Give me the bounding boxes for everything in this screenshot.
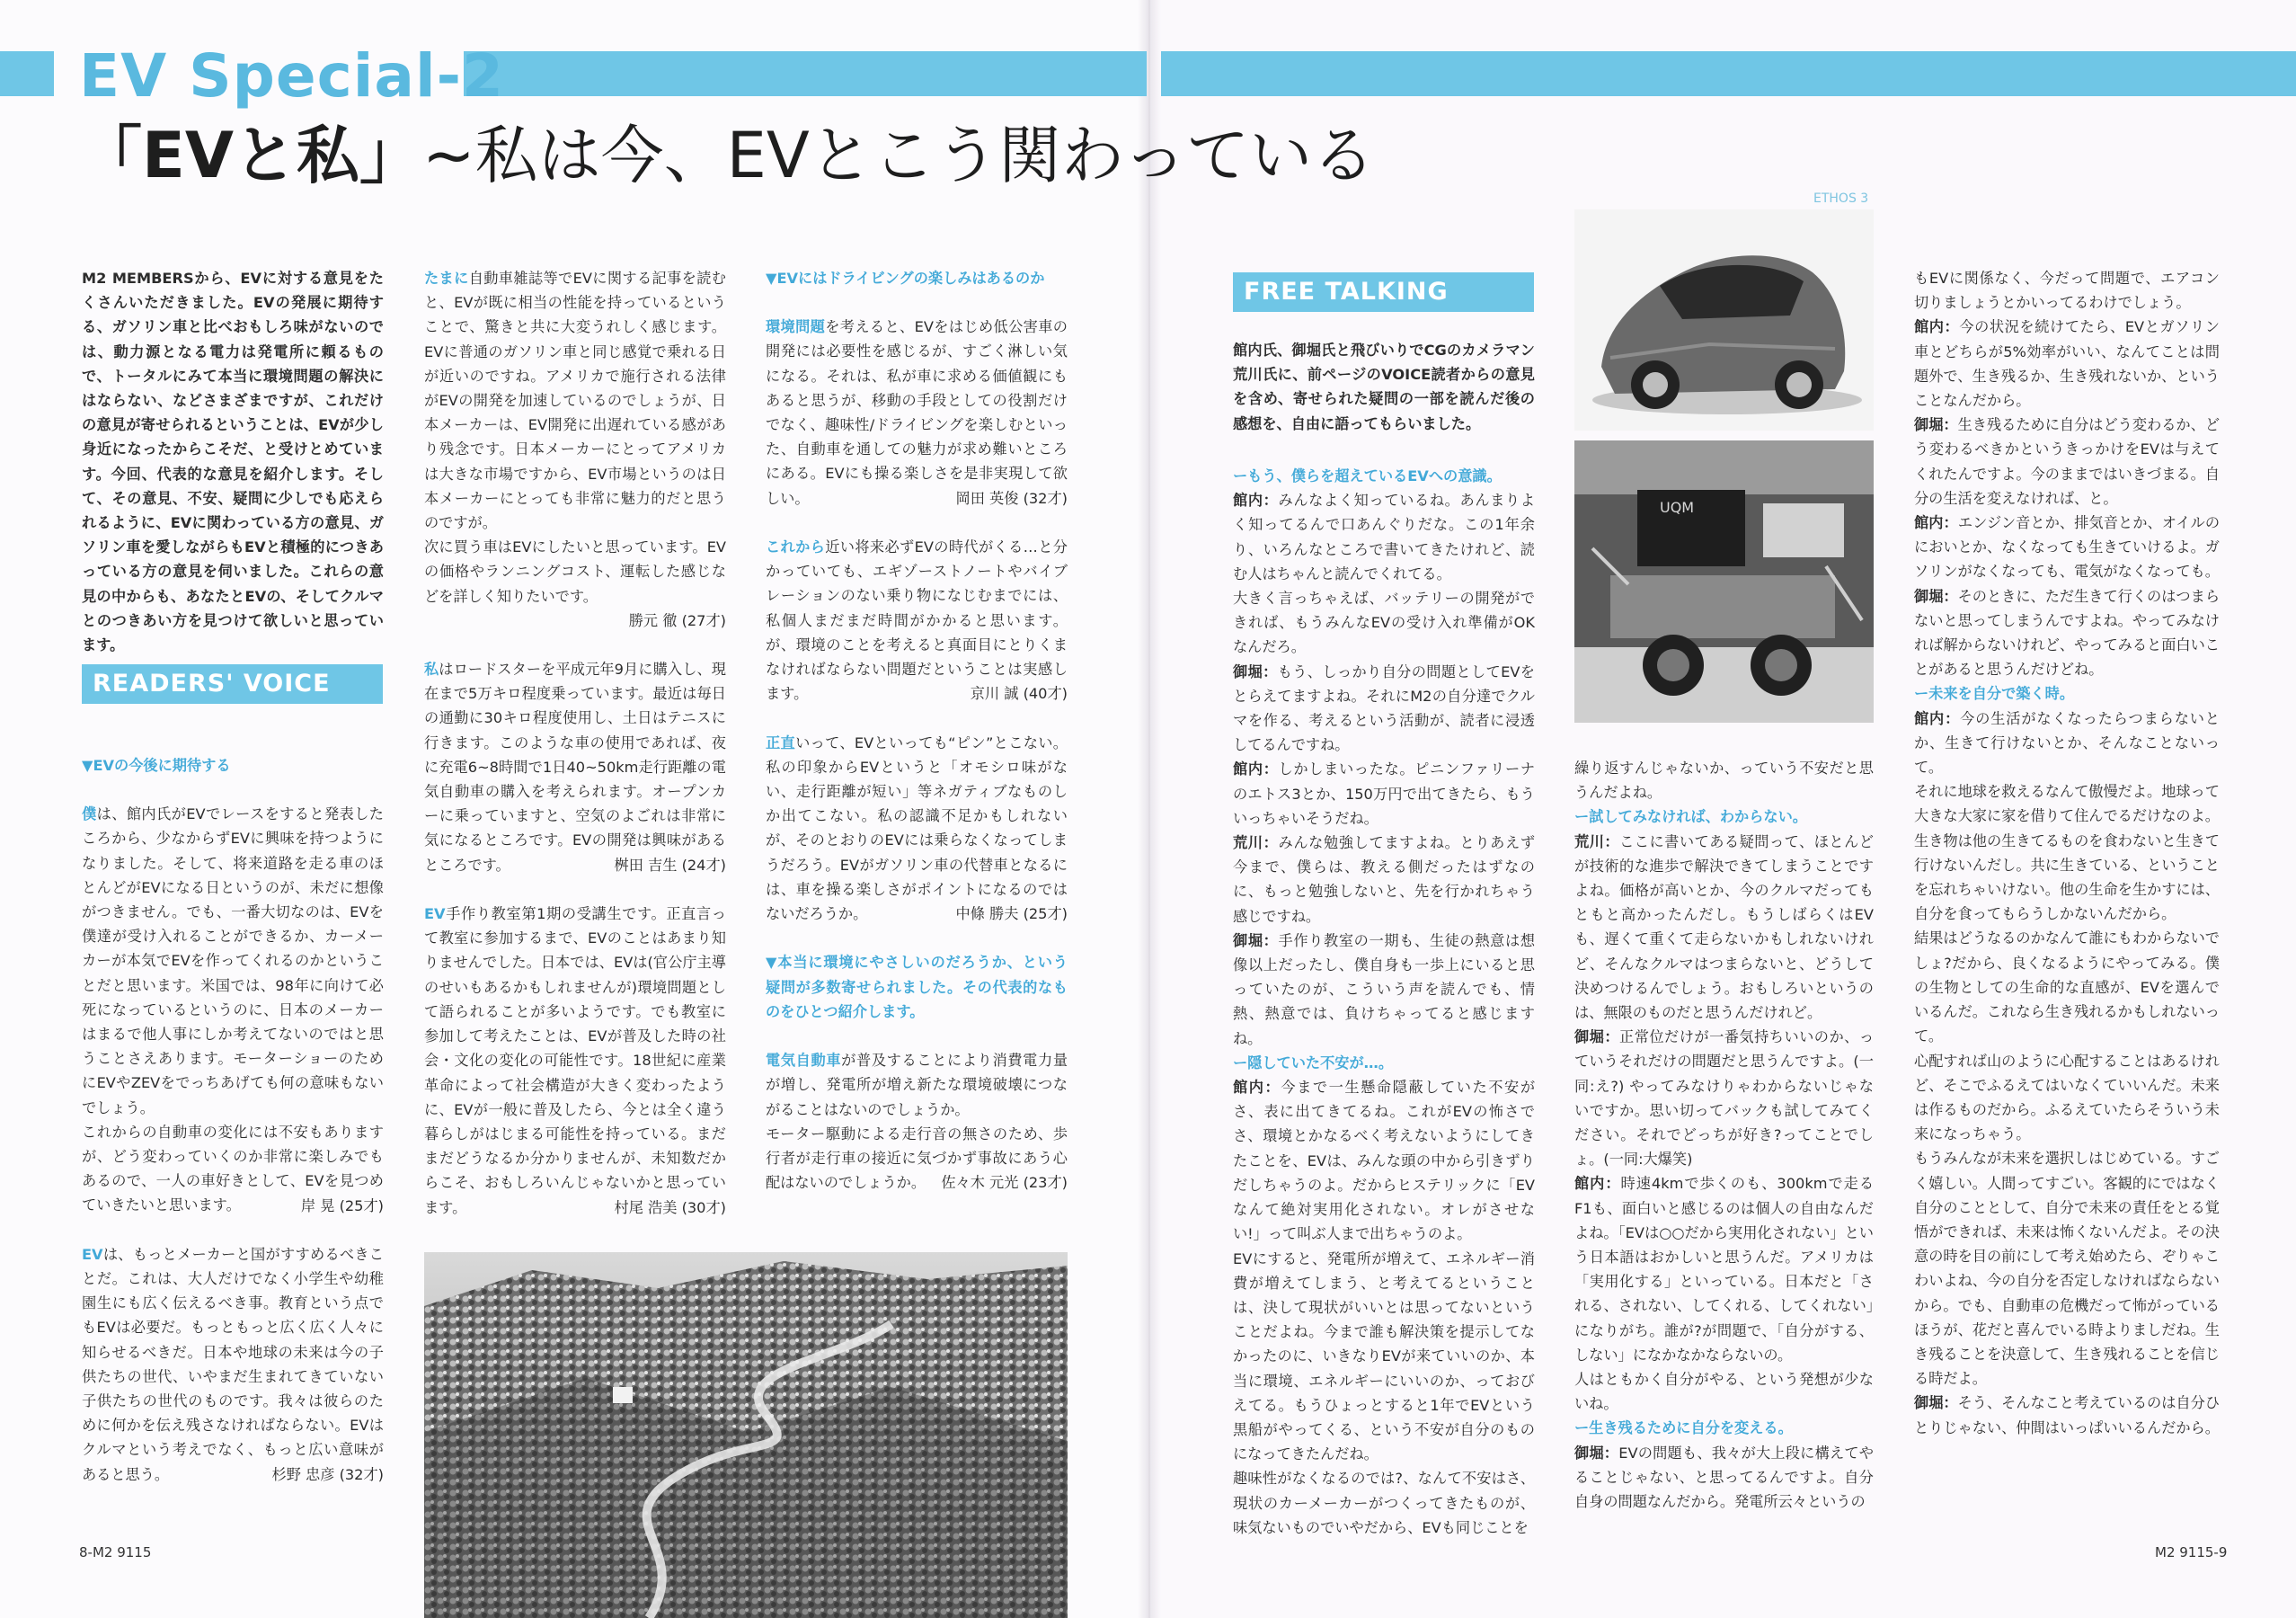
col1-letter-1b: これからの自動車の変化には不安もありますが、どう変わっていくのか非常に楽しみでもあるので、一人の車好きとして、EVを見つめていきたいと思います。	[82, 1123, 384, 1214]
speaker-name: 館内：	[1914, 514, 1958, 532]
talk-text: 心配すれば山のように心配することはあるけれど、そこでふるえてはいなくていいんだ。未来は作るものだから。ふるえていたらそういう未来になっちゃう。	[1914, 1052, 2220, 1143]
talk-paragraph	[1233, 1466, 1535, 1540]
headline-rest: ~私は今、EVとこう関わっている	[422, 119, 1376, 192]
col1-signature-1: 岸 晃 (25才)	[300, 1196, 384, 1214]
talk-paragraph	[1233, 929, 1535, 1051]
talk-text: EVの問題も、我々が大上段に構えてやることじゃない、と思ってるんですよ。自分自身の問題なんだから。発電所云々というの	[1574, 1444, 1874, 1511]
talk-text: 結果はどうなるのかなんて誰にもわからないでしょ?だから、良くなるようにやってみる。僕の生物としての生命的な直感が、EVを選んでいるんだ。これなら生き残れるかもしれないって。	[1914, 929, 2220, 1045]
talk-text: 今まで一生懸命隠蔽していた不安がさ、表に出てきてるね。これがEVの怖さでさ、環境とかなるべく考えないようにしてきたことを、EVは、みんな頭の中から引きずりだしちゃうのよ。だからヒステリックに「EVなんて絶対実用化されない。オレがさせない!」って叫ぶ人まで出ちゃうのよ。	[1233, 1079, 1536, 1243]
talk-text: もEVに関係なく、今だって問題で、エアコン切りましょうとかいってるわけでしょう。	[1914, 270, 2220, 312]
topic-heading: ーもう、僕らを超えているEVへの意識。	[1233, 467, 1502, 485]
talk-text: もうみんなが未来を選択しはじめている。すごく嬉しい。人間ってすごい。客観的にではなく自分のこととして、自分で未来の責任をとる覚悟ができれば、未来は怖くないんだよ。その決意の時を目の前にして考え始めたら、ぞりゃこわいよね、今の自分を否定しなければならないから。でも、自動車の危機だって怖がっているほうが、花だと喜んでいる時よりましだね。生き残ることを決意して、生き残れることを信じる時だよ。	[1914, 1150, 2220, 1388]
talk-paragraph	[1574, 830, 1874, 1026]
left-column-1	[82, 266, 384, 657]
talk-text: 今の状況を続けてたら、EVとガソリン車とどちらが5%効率がいい、なんてことは問題外で、生き残るか、生き残れないか、ということなんだから。	[1914, 318, 2220, 410]
photo-caption: ETHOS 3	[1813, 191, 1869, 206]
col2-signature-2: 桝田 吉生 (24才)	[614, 856, 726, 874]
header-band-left	[0, 51, 54, 96]
headline	[79, 115, 1375, 196]
talk-paragraph	[1574, 1441, 1874, 1515]
talk-text: みんな勉強してますよね。とりあえず今まで、僕らは、教える側だったはずなのに、もっと勉強しないと、先を行かれちゃう感じですね。	[1233, 834, 1536, 925]
speaker-name: 御堀：	[1233, 662, 1278, 680]
talk-text: しかしまいったな。ピニンファリーナのエトス3とか、150万円で出てきたら、もういっちゃいそうだね。	[1233, 760, 1535, 827]
topic-heading: ー隠していた不安が…。	[1233, 1053, 1394, 1071]
speaker-name: 荒川：	[1574, 832, 1620, 850]
talk-text: 趣味性がなくなるのでは?、なんて不安はさ、現状のカーメーカーがつくってきたものが、味気ないものでいやだから、EVも同じことを	[1233, 1470, 1535, 1536]
talk-text: そう、そんなこと考えているのは自分ひとりじゃない、仲間はいっぱいいるんだから。	[1914, 1394, 2221, 1436]
col2-letter-3: EV手作り教室第1期の受講生です。正直言って教室に参加するまで、EVのことはあまり知りませんでした。日本では、EVは(官公庁主導のせいもあるかもしれませんが)環境問題として語られることが多いようです。でも教室に参加して考えたことは、EVが普及した時の社会・文化の変化の可能性です。18世紀に産業革命によって社会構造が大きく変わったように、EVが一般に普及したら、今とは全く違う暮らしがはじまる可能性を持っている。まだまだどうなるか分かりませんが、未知数だからこそ、おもしろいんじゃないかと思っています。	[424, 905, 726, 1216]
free-talking-label: FREE TALKING	[1233, 272, 1534, 312]
header-band-right	[1161, 51, 2296, 96]
talk-paragraph	[1914, 1146, 2220, 1391]
car-image	[1574, 209, 1874, 431]
voice-column-3	[766, 266, 1068, 1196]
speaker-name: 館内：	[1914, 709, 1961, 727]
voice-column-1	[82, 753, 384, 1487]
talk-paragraph	[1233, 586, 1535, 660]
talk-text: 今の生活がなくなったらつまらないとか、生きて行けないとか、そんなことないって。	[1914, 709, 2220, 777]
speaker-name: 御堀：	[1574, 1028, 1620, 1046]
col3-letter-3: 正直いって、EVといっても“ピン”とこない。私の印象からEVというと「オモシロ味がない、走行距離が短い」等ネガティブなものしか出てこない。私の認識不足かもしれないが、そのとおりのEVには乗らなくなってしまうだろう。EVがガソリン車の代替車となるには、車を操る楽しさがポイントになるのではないだろうか。	[766, 733, 1068, 923]
talk-paragraph	[1233, 1075, 1535, 1246]
col3-letter-2: これから近い将来必ずEVの時代がくる…と分かっていても、エギゾーストノートやバイブレーションのない乗り物になじむまでには、私個人まだまだ時間がかかると思います。が、環境のことを考えると真面目にとりくまなければならない問題だということは実感します。	[766, 538, 1068, 703]
talk-paragraph	[1914, 266, 2220, 315]
talk-text: エンジン音とか、排気音とか、オイルのにおいとか、なくなっても生きていけるよ。ガソリンがなくなっても、電気がなくなっても。	[1914, 514, 2221, 581]
speaker-name: 御堀：	[1574, 1444, 1619, 1462]
motor-image	[1574, 440, 1874, 723]
col3-signature-2: 京川 誠 (40才)	[970, 685, 1068, 703]
talk-paragraph	[1574, 756, 1874, 805]
topic-heading: ー生き残るために自分を変える。	[1574, 1419, 1793, 1437]
col3-letter-4: 電気自動車が普及することにより消費電力量が増し、発電所が増え新たな環境破壊につながることはないのでしょうか。	[766, 1052, 1068, 1118]
talk-column-3	[1914, 266, 2220, 1440]
talk-paragraph	[1914, 707, 2220, 780]
col3-letter-4b: モーター駆動による走行音の無さのため、歩行者が走行車の接近に気づかず事故にあう心配はないのでしょうか。	[766, 1125, 1068, 1192]
speaker-name: 荒川：	[1233, 834, 1279, 852]
topic-heading: ー未来を自分で築く時。	[1914, 685, 2075, 703]
left-intro: M2 MEMBERSから、EVに対する意見をたくさんいただきました。EVの発展に期待する、ガソリン車と比べおもしろ味がないのでは、動力源となる電力は発電所に頼るもので、トータルにみて本当に環境問題の解決にはならない、などさまざまですが、これだけの意見が寄せられるということは、EVが少し身近になったからこそだ、と受けとめています。今回、代表的な意見を紹介します。そして、その意見、不安、疑問に少しでも応えられるように、EVに関わっている方の意見、ガソリン車を愛しながらもEVと積極的につきあっている方の意見を伺いました。これらの意見の中からも、あなたとEVの、そしてクルマとのつきあい方を見つけて欲しいと思っています。	[82, 270, 384, 654]
talk-paragraph	[1233, 1247, 1535, 1467]
talk-text: 生き残るために自分はどう変わるか、どう変わるべきかというきっかけをEVは与えてくれたんですよ。今のままではいきづまる。自分の生活を変えなければ、と。	[1914, 416, 2221, 507]
talk-text: 大きく言っちゃえば、バッテリーの開発ができれば、もうみんなEVの受け入れ準備がOKなんだろ。	[1233, 590, 1535, 656]
talk-paragraph	[1574, 1025, 1874, 1171]
talk-paragraph	[1233, 831, 1535, 929]
speaker-name: 館内：	[1233, 760, 1279, 778]
talk-text: もう、しっかり自分の問題としてEVをとらえてますよね。それにM2の自分達でクルマを作る、考えるという活動が、読者に浸透してるんですね。	[1233, 662, 1535, 754]
speaker-name: 御堀：	[1233, 931, 1279, 949]
page-number-right: M2 9115-9	[2155, 1544, 2228, 1560]
talk-text: EVにすると、発電所が増えて、エネルギー消費が増えてしまう、と考えてるということは、決して現状がいいとは思ってないということだよね。今まで誰も解決策を提示してなかったのに、いきなりEVが来ていいのか、本当に環境、エネルギーにいいのか、っておびえてる。もうひょっとすると1年でEVという黒船がやってくる、という不安が自分のものになってきたんだね。	[1233, 1249, 1535, 1463]
talk-paragraph	[1233, 660, 1535, 758]
mountain-road-photo	[424, 1252, 1068, 1618]
mountain-road-image	[424, 1252, 1068, 1618]
col3-signature-4: 佐々木 元光 (23才)	[941, 1174, 1068, 1192]
topic-heading: ー試してみなければ、わからない。	[1574, 808, 1807, 826]
col3-signature-3: 中條 勝夫 (25才)	[955, 905, 1068, 923]
talk-paragraph	[1914, 413, 2220, 511]
gutter	[1138, 0, 1161, 1618]
talk-text: そのときに、ただ生きて行くのはつまらないと思ってしまうんですよね。やってみなければ解からないけれど、やってみると面白いことがあると思うんだけどね。	[1914, 587, 2221, 679]
speaker-name: 館内：	[1914, 318, 1960, 336]
talk-paragraph	[1914, 926, 2220, 1048]
col1-signature-2: 杉野 忠彦 (32才)	[271, 1465, 384, 1483]
col1-letter-2: EVは、もっとメーカーと国がすすめるべきことだ。これは、大人だけでなく小学生や幼稚園生にも広く伝えるべき事。教育という点でもEVは必要だ。もっともっと広く広く人々に知らせるべきだ。日本や地球の未来は今の子供たちの世代、いやまだ生まれてきていない子供たちの世代のものです。我々は彼らのために何かを伝え残さなければならない。EVはクルマという考えでなく、もっと広い意味があると思う。	[82, 1245, 384, 1483]
ethos-car-photo	[1574, 209, 1874, 431]
talk-paragraph	[1914, 584, 2220, 682]
talk-paragraph	[1914, 315, 2220, 413]
readers-voice-label: READERS' VOICE	[82, 664, 383, 704]
talk-text: ここに書いてある疑問って、ほとんどが技術的な進歩で解決できてしまうことですよね。価格が高いとか、今のクルマだってもともと高かったんだし。もうしばらくはEVも、遅くて重くて走らないかもしれないけれど、そんなクルマはつまらないと、どうして決めつけるんでしょう。おもしろいというのは、無限のものだと思うんだけれど。	[1574, 832, 1874, 1022]
talk-text: それに地球を救えるなんて傲慢だよ。地球って大きな大家に家を借りて住んでるだけなのよ。生き物は他の生きてるものを食わないと生きて行けないんだし。共に生きている、ということを忘れちゃいけない。他の生命を生かすには、自分を食ってもらうしかないんだから。	[1914, 783, 2220, 923]
talk-text: みんなよく知っているね。あんまりよく知ってるんで口あんぐりだな。この1年余り、いろんなところで書いてきたけれど、読む人はちゃんと読んでくれてる。	[1233, 492, 1536, 582]
speaker-name: 御堀：	[1914, 416, 1958, 434]
talk-text: 人はともかく自分がやる、という発想が少ないね。	[1574, 1371, 1874, 1413]
section-title: EV Special-2	[79, 41, 504, 111]
col3-heading: ▼EVにはドライビングの楽しみはあるのか	[766, 270, 1045, 287]
page-number-left: 8-M2 9115	[79, 1544, 152, 1560]
ev-motor-photo	[1574, 440, 1874, 723]
col1-heading: ▼EVの今後に期待する	[82, 757, 231, 774]
speaker-name: 館内：	[1233, 492, 1279, 510]
talk-text: 時速4kmで歩くのも、300kmで走るF1も、面白いと感じるのは個人の自由なんだよね。「EVは○○だから実用化されない」という日本語はおかしいと思うんだ。アメリカは「実用化する」といっている。日本だと「される、されない、してくれる、してくれない」になりがち。誰が?が問題で、「自分がする、しない」になかなかならないの。	[1574, 1175, 1875, 1364]
talk-paragraph	[1914, 511, 2220, 584]
talk-paragraph	[1914, 1391, 2220, 1439]
voice-column-2	[424, 266, 726, 1220]
col3-heading-2: ▼本当に環境にやさしいのだろうか、という疑問が多数寄せられました。その代表的なものをひとつ紹介します。	[766, 954, 1068, 1020]
header-band-mid	[464, 51, 1147, 96]
col2-signature-1: 勝元 徹 (27才)	[628, 611, 726, 629]
col2-letter-2: 私はロードスターを平成元年9月に購入し、現在まで5万キロ程度乗っています。最近は毎日の通勤に30キロ程度使用し、土日はテニスに行きます。このような車の使用であれば、夜に充電6~8時間で1日40~50km走行距離の電気自動車の購入を考えられます。オープンカーに乗っていますと、空気のよごれは非常に気になるところです。EVの開発は興味があるところです。	[424, 661, 726, 874]
talk-paragraph	[1574, 1367, 1874, 1416]
col2-letter-1: たまに自動車雑誌等でEVに関する記事を読むと、EVが既に相当の性能を持っているということで、驚きと共に大変うれしく感じます。EVに普通のガソリン車と同じ感覚で乗れる日が近いのですね。アメリカで施行される法律がEVの開発を加速しているのでしょうが、日本メーカーは、EV開発に出遅れている感があり残念です。日本メーカーにとってアメリカは大きな市場ですから、EV市場というのは日本メーカーにとっても非常に魅力的だと思うのですが。	[424, 270, 726, 532]
talk-paragraph	[1914, 1049, 2220, 1147]
col1-letter-1: 僕は、館内氏がEVでレースをすると発表したころから、少なからずEVに興味を持つようになりました。そして、将来道路を走る車のほとんどがEVになる日というのが、未だに想像がつきません。でも、一番大切なのは、EVを僕達が受け入れることができるか、カーメーカーが本気でEVを作ってくれるのかということだと思います。米国では、98年に向けて必死になっているというのに、日本のメーカーはまるで他人事にしか考えてないのではと思うことさえあります。モーターショーのためにEVやZEVをでっちあげても何の意味もないでしょう。	[82, 805, 384, 1116]
speaker-name: 御堀：	[1914, 1394, 1958, 1412]
speaker-name: 館内：	[1233, 1079, 1281, 1097]
talk-paragraph	[1574, 1171, 1874, 1367]
talk-paragraph	[1914, 779, 2220, 926]
talk-column-2	[1574, 756, 1874, 1514]
talk-paragraph	[1233, 488, 1535, 586]
speaker-name: 御堀：	[1914, 587, 1958, 605]
talk-text: 繰り返すんじゃないか、っていう不安だと思うんだよね。	[1574, 760, 1874, 802]
talk-text: 手作り教室の一期も、生徒の熱意は想像以上だったし、僕自身も一歩上にいると思っていたのが、こういう声を読んでも、情熱、熱意では、負けちゃってると感じますね。	[1233, 931, 1536, 1047]
svg-text:UQM: UQM	[1660, 499, 1695, 516]
speaker-name: 館内：	[1574, 1175, 1621, 1193]
right-intro: 館内氏、御堀氏と飛びいりでCGのカメラマン荒川氏に、前ページのVOICE読者からの意見を含め、寄せられた疑問の一部を読んだ後の感想を、自由に語ってもらいました。	[1233, 342, 1535, 432]
talk-column-1	[1233, 464, 1535, 1540]
col3-letter-1: 環境問題を考えると、EVをはじめ低公害車の開発には必要性を感じるが、すごく淋しい気になる。それは、私が車に求める価値観にもあると思うが、移動の手段としての役割だけでなく、趣味性/ドライビングを楽しむといった、自動車を通しての魅力が求め難いところにある。EVにも操る楽しさを是非実現して欲しい。	[766, 318, 1068, 507]
col2-letter-1b: 次に買う車はEVにしたいと思っています。EVの価格やランニングコスト、運転した感じなどを詳しく知りたいです。	[424, 538, 726, 605]
talk-text: 正常位だけが一番気持ちいいのか、っていうそれだけの問題だと思うんですよ。(一同:え?) やってみなけりゃわからないじゃないですか。思い切ってバックも試してみてください。それでどっちが好き?ってことでしょ。(一同:大爆笑)	[1574, 1028, 1875, 1169]
col2-signature-3: 村尾 浩美 (30才)	[614, 1198, 726, 1216]
col3-signature-1: 岡田 英俊 (32才)	[955, 489, 1068, 507]
headline-bold: 「EVと私」	[79, 119, 422, 192]
talk-paragraph	[1233, 757, 1535, 831]
